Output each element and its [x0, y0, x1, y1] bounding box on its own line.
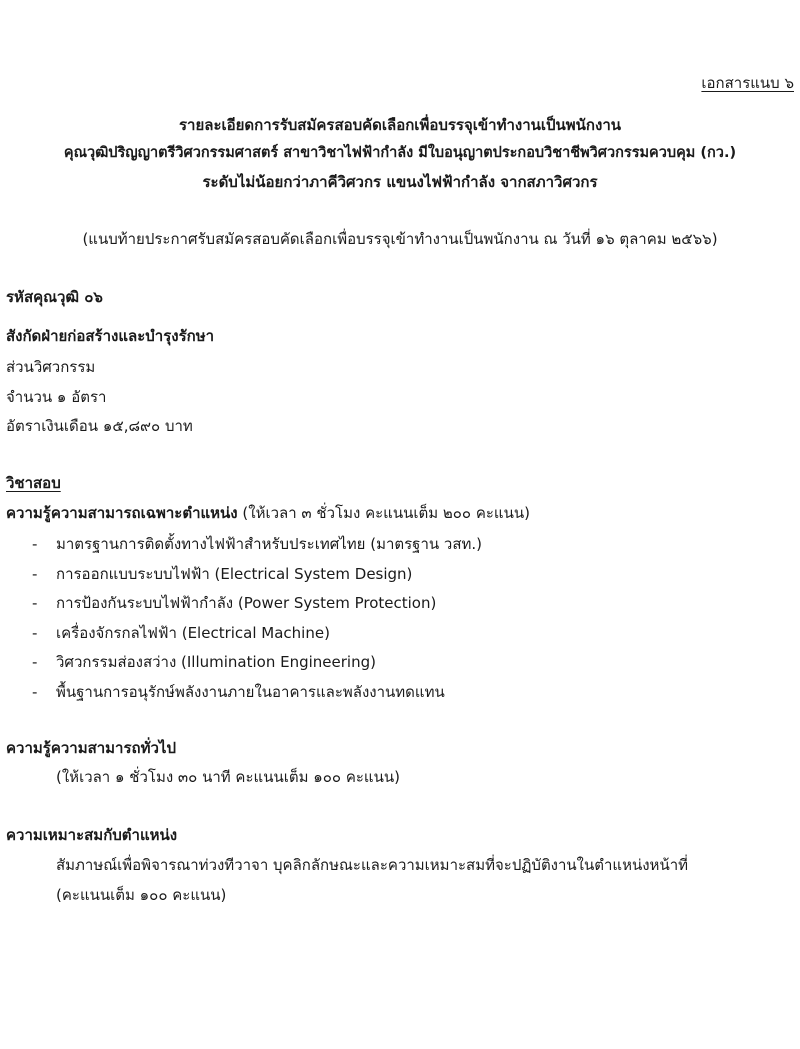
dash-bullet: -: [32, 564, 38, 583]
subject-text: พื้นฐานการอนุรักษ์พลังงานภายในอาคารและพลังงานทดแทน: [56, 682, 445, 701]
list-item: [32, 682, 482, 712]
dash-bullet: -: [32, 535, 38, 553]
suitability-title: ความเหมาะสมกับตำแหน่ง: [6, 826, 178, 844]
subject-text: มาตรฐานการติดตั้งทางไฟฟ้าสำหรับประเทศไทย (มาตรฐาน วสท.): [56, 535, 482, 553]
list-item: [32, 623, 482, 653]
title-line-2: คุณวุฒิปริญญาตรีวิศวกรรมศาสตร์ สาขาวิชาไฟฟ้ากำลัง มีใบอนุญาตประกอบวิชาชีพวิศวกรรมควบคุม (กว.): [63, 145, 737, 161]
list-item: [32, 593, 482, 623]
dash-bullet: -: [32, 623, 38, 642]
title-line-3: ระดับไม่น้อยกว่าภาคีวิศวกร แขนงไฟฟ้ากำลัง จากสภาวิศวกร: [202, 173, 598, 191]
title-line-1: รายละเอียดการรับสมัครสอบคัดเลือกเพื่อบรรจุเข้าทำงานเป็นพนักงาน: [178, 116, 622, 134]
suitability-score: (คะแนนเต็ม ๑๐๐ คะแนน): [56, 886, 227, 904]
department-heading: สังกัดฝ่ายก่อสร้างและบำรุงรักษา: [6, 327, 215, 345]
specific-exam-line: [6, 503, 530, 523]
dash-bullet: -: [32, 653, 38, 671]
list-item: [32, 534, 482, 564]
subject-text: วิศวกรรมส่องสว่าง (Illumination Engineering): [56, 653, 376, 671]
qualification-code: รหัสคุณวุฒิ ๐๖: [6, 288, 103, 306]
subject-text: การป้องกันระบบไฟฟ้ากำลัง (Power System Protection): [56, 594, 437, 612]
attachment-label: เอกสารแนบ ๖: [701, 74, 794, 92]
specific-exam-title: ความรู้ความสามารถเฉพาะตำแหน่ง: [6, 504, 238, 522]
suitability-detail: สัมภาษณ์เพื่อพิจารณาท่วงทีวาจา บุคลิกลักษณะและความเหมาะสมที่จะปฏิบัติงานในตำแหน่งหน้าที่: [56, 856, 689, 874]
salary-rate: อัตราเงินเดือน ๑๕,๘๙๐ บาท: [6, 417, 193, 435]
division-name: ส่วนวิศวกรรม: [6, 358, 96, 376]
exam-heading: วิชาสอบ: [6, 474, 61, 492]
list-item: [32, 564, 482, 594]
dash-bullet: -: [32, 594, 38, 612]
dash-bullet: -: [32, 682, 38, 701]
position-count: จำนวน ๑ อัตรา: [6, 388, 107, 406]
list-item: [32, 652, 482, 682]
specific-exam-subjects: [32, 534, 482, 711]
subject-text: เครื่องจักรกลไฟฟ้า (Electrical Machine): [56, 623, 330, 642]
specific-exam-detail: (ให้เวลา ๓ ชั่วโมง คะแนนเต็ม ๒๐๐ คะแนน): [237, 504, 530, 522]
subject-text: การออกแบบระบบไฟฟ้า (Electrical System Design): [56, 564, 413, 583]
announcement-note: (แนบท้ายประกาศรับสมัครสอบคัดเลือกเพื่อบรรจุเข้าทำงานเป็นพนักงาน ณ วันที่ ๑๖ ตุลาคม ๒๕๖๖): [82, 230, 718, 248]
general-exam-title: ความรู้ความสามารถทั่วไป: [6, 739, 176, 757]
general-exam-detail: (ให้เวลา ๑ ชั่วโมง ๓๐ นาที คะแนนเต็ม ๑๐๐ คะแนน): [56, 768, 400, 786]
